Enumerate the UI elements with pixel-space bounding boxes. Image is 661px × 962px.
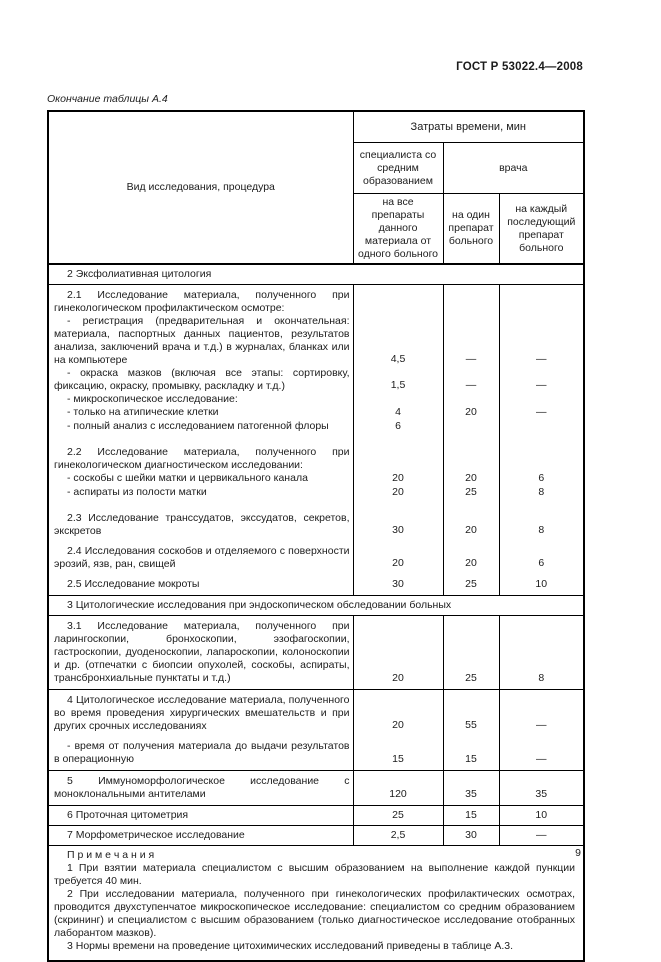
doc-number: ГОСТ Р 53022.4—2008 [456, 61, 583, 73]
row-text: - микроскопическое исследование: [67, 393, 238, 405]
norms-table [47, 110, 585, 962]
time-value: 15 [443, 733, 499, 771]
time-value: — [443, 315, 499, 367]
time-value [353, 285, 443, 316]
row-text: - только на атипические клетки [67, 406, 219, 418]
section-title: 3 Цитологические исследования при эндоскопическом обследовании больных [48, 596, 584, 616]
table-row [48, 439, 584, 472]
table-row [48, 806, 584, 826]
time-value: 10 [499, 571, 584, 596]
page-number: 9 [575, 847, 581, 859]
time-value: — [443, 367, 499, 393]
time-value: 20 [353, 616, 443, 690]
table-row [48, 771, 584, 806]
time-value: 120 [353, 771, 443, 806]
time-value: 8 [499, 616, 584, 690]
row-text: 2.2 Исследование материала, полученного при гинекологическом диагностическом исследовании: [54, 446, 350, 471]
row-text: 3.1 Исследование материала, полученного при ларингоскопии, бронхоскопии, эзофагоскопии, гастроскопии, дуоденоскопии, лапароскопии, колоноскопии и др. (отпечатки с биопсии опухолей, соскобы, аспираты, трансбронхиальные пунктаты и т.д.) [54, 620, 350, 684]
notes-row [48, 846, 584, 962]
time-value: 10 [499, 806, 584, 826]
row-text: 7 Морфометрическое исследование [48, 826, 353, 846]
time-value: — [499, 733, 584, 771]
time-value: 20 [443, 538, 499, 571]
time-value: — [499, 826, 584, 846]
table-row [48, 406, 584, 420]
table-row [48, 538, 584, 571]
norms-table-container [47, 110, 585, 962]
time-value: 55 [443, 690, 499, 734]
time-value [499, 393, 584, 406]
row-text: - окраска мазков (включая все этапы: сортировку, фиксацию, окраску, промывку, раскладку и т.д.) [54, 367, 350, 392]
note-item: 2 При исследовании материала, полученного при гинекологических профилактических осмотрах, проводится двухступенчатое микроскопическое исследование: специалистом со средним образованием (скрининг) и специалистом с высшим образованием (только диагностическое исследование отобранных лаборантом мазков). [54, 888, 576, 939]
note-item: 1 При взятии материала специалистом с высшим образованием на выполнение каждой пункции требуется 40 мин. [54, 862, 576, 887]
time-value: — [499, 367, 584, 393]
time-value [443, 393, 499, 406]
time-value [443, 420, 499, 439]
time-value: 6 [499, 538, 584, 571]
time-value: 20 [353, 472, 443, 486]
row-text: 4 Цитологическое исследование материала, полученного во время проведения хирургических вмешательств и при других срочных исследованиях [48, 690, 353, 734]
time-value: — [499, 315, 584, 367]
col-header-procedure: Вид исследования, процедура [48, 111, 353, 264]
time-value: 30 [443, 826, 499, 846]
section-row [48, 264, 584, 285]
time-value [353, 393, 443, 406]
notes-title: П р и м е ч а н и я [67, 849, 155, 861]
table-header [48, 111, 584, 264]
time-value: 8 [499, 505, 584, 538]
table-row [48, 571, 584, 596]
col-header-one-preparation: на один препарат больного [443, 194, 499, 265]
table-row [48, 733, 584, 771]
table-row [48, 420, 584, 439]
row-text: 6 Проточная цитометрия [48, 806, 353, 826]
time-value: 20 [443, 472, 499, 486]
col-header-time-group: Затраты времени, мин [353, 111, 584, 143]
table-row [48, 616, 584, 690]
table-row [48, 393, 584, 406]
time-value: 4 [353, 406, 443, 420]
table-row [48, 826, 584, 846]
time-value: 2,5 [353, 826, 443, 846]
time-value [353, 439, 443, 472]
time-value: 1,5 [353, 367, 443, 393]
col-header-mid-specialist: специалиста со средним образованием [353, 143, 443, 194]
notes-block [48, 846, 584, 962]
time-value: 35 [499, 771, 584, 806]
time-value: 25 [443, 486, 499, 505]
table-body [48, 264, 584, 961]
time-value: 15 [443, 806, 499, 826]
time-value: 4,5 [353, 315, 443, 367]
time-value: 8 [499, 486, 584, 505]
time-value: 20 [443, 406, 499, 420]
table-row [48, 505, 584, 538]
table-row [48, 315, 584, 367]
table-caption: Окончание таблицы А.4 [47, 93, 168, 105]
table-row [48, 690, 584, 734]
time-value [443, 285, 499, 316]
row-text: - время от получения материала до выдачи результатов в операционную [54, 740, 350, 765]
row-text: 2.1 Исследование материала, полученного при гинекологическом профилактическом осмотре: [54, 289, 350, 314]
col-header-each-next: на каждый последующий препарат больного [499, 194, 584, 265]
row-text: 2.4 Исследования соскобов и отделяемого с поверхности эрозий, язв, ран, свищей [54, 545, 350, 570]
time-value: 20 [353, 538, 443, 571]
row-text: 2.3 Исследование транссудатов, экссудатов, секретов, экскретов [54, 512, 350, 537]
time-value [499, 285, 584, 316]
time-value: — [499, 690, 584, 734]
time-value [499, 439, 584, 472]
section-title: 2 Эксфолиативная цитология [48, 264, 584, 285]
note-item: 3 Нормы времени на проведение цитохимических исследований приведены в таблице А.3. [67, 940, 514, 952]
time-value: 20 [443, 505, 499, 538]
row-text: - соскобы с шейки матки и цервикального канала [67, 472, 308, 484]
time-value: 30 [353, 571, 443, 596]
row-text: 2.5 Исследование мокроты [67, 578, 200, 590]
table-row [48, 486, 584, 505]
time-value: 6 [353, 420, 443, 439]
col-header-all-preparations: на все препараты данного материала от одного больного [353, 194, 443, 265]
time-value: 25 [353, 806, 443, 826]
table-row [48, 285, 584, 316]
row-text: - полный анализ с исследованием патогенной флоры [67, 420, 329, 432]
time-value: 25 [443, 616, 499, 690]
col-header-doctor: врача [443, 143, 584, 194]
time-value [443, 439, 499, 472]
row-text: - аспираты из полости матки [67, 486, 207, 498]
time-value: 25 [443, 571, 499, 596]
row-text: 5 Иммуноморфологическое исследование с моноклональными антителами [48, 771, 353, 806]
time-value: 35 [443, 771, 499, 806]
row-text: - регистрация (предварительная и окончательная: материала, паспортных данных пациентов, результатов анализа, заключений врача и т.д.) в журналах, бланках или на компьютере [54, 315, 350, 366]
section-row [48, 596, 584, 616]
time-value: — [499, 406, 584, 420]
time-value: 30 [353, 505, 443, 538]
time-value: 20 [353, 486, 443, 505]
time-value [499, 420, 584, 439]
table-row [48, 367, 584, 393]
table-row [48, 472, 584, 486]
time-value: 6 [499, 472, 584, 486]
time-value: 20 [353, 690, 443, 734]
time-value: 15 [353, 733, 443, 771]
